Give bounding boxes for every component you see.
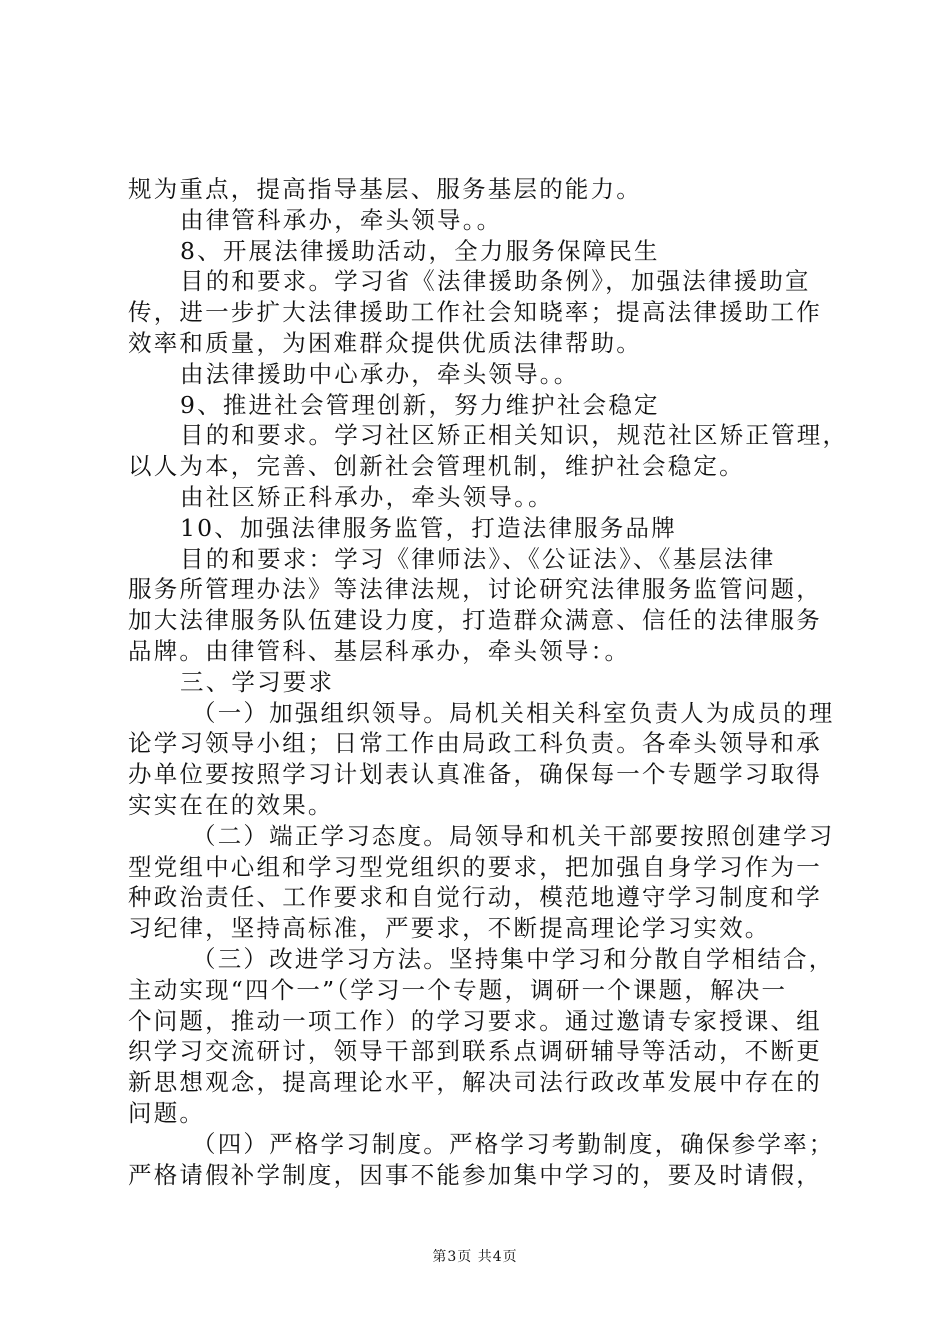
text-line: 严格请假补学制度，因事不能参加集中学习的，要及时请假，: [128, 1160, 822, 1189]
text-line: 主动实现“四个一”（学习一个专题，调研一个课题，解决一: [128, 975, 788, 1004]
text-line: 由律管科承办，牵头领导。。: [180, 205, 503, 234]
text-line: 办单位要按照学习计划表认真准备，确保每一个专题学习取得: [128, 760, 822, 789]
text-line: （一）加强组织领导。局机关相关科室负责人为成员的理: [192, 698, 835, 727]
text-line: 由法律援助中心承办，牵头领导。。: [180, 359, 580, 388]
text-line: 8、开展法律援助活动，全力服务保障民生: [180, 236, 660, 265]
text-line: （二）端正学习态度。局领导和机关干部要按照创建学习: [192, 821, 835, 850]
text-line: 9、推进社会管理创新，努力维护社会稳定: [180, 390, 660, 419]
text-line: 三、学习要求: [180, 667, 335, 696]
text-line: 论学习领导小组；日常工作由局政工科负责。各牵头领导和承: [128, 729, 822, 758]
text-line: 种政治责任、工作要求和自觉行动，模范地遵守学习制度和学: [128, 883, 822, 912]
text-line: 目的和要求。学习省《法律援助条例》，加强法律援助宣: [180, 267, 811, 296]
text-line: 效率和质量，为困难群众提供优质法律帮助。: [128, 328, 642, 357]
text-line: （三）改进学习方法。坚持集中学习和分散自学相结合，: [192, 944, 835, 973]
text-line: 由社区矫正科承办，牵头领导。。: [180, 482, 554, 511]
text-line: 习纪律，坚持高标准，严要求，不断提高理论学习实效。: [128, 914, 771, 943]
text-line: 问题。: [128, 1098, 206, 1127]
text-line: 新思想观念，提高理论水平，解决司法行政改革发展中存在的: [128, 1068, 822, 1097]
document-body: [128, 174, 849, 1190]
text-line: 10、加强法律服务监管，打造法律服务品牌: [180, 513, 677, 542]
text-line: 目的和要求。学习社区矫正相关知识，规范社区矫正管理，: [180, 421, 849, 450]
text-line: 规为重点，提高指导基层、服务基层的能力。: [128, 175, 642, 203]
page-footer: 第3页 共4页: [432, 1249, 518, 1265]
text-line: 目的和要求：学习《律师法》、《公证法》、《基层法律: [180, 544, 776, 573]
text-line: 织学习交流研讨，领导干部到联系点调研辅导等活动，不断更: [128, 1037, 822, 1066]
text-line: 实实在在的效果。: [128, 790, 334, 819]
text-line: （四）严格学习制度。严格学习考勤制度，确保参学率；: [192, 1129, 835, 1158]
text-line: 型党组中心组和学习型党组织的要求，把加强自身学习作为一: [128, 852, 822, 881]
text-line: 以人为本，完善、创新社会管理机制，维护社会稳定。: [128, 452, 745, 481]
text-line: 个问题，推动一项工作）的学习要求。通过邀请专家授课、组: [128, 1006, 822, 1035]
text-line: 品牌。由律管科、基层科承办，牵头领导：。: [128, 636, 631, 665]
text-line: 传，进一步扩大法律援助工作社会知晓率；提高法律援助工作: [128, 298, 822, 327]
text-line: 加大法律服务队伍建设力度，打造群众满意、信任的法律服务: [128, 606, 822, 635]
text-line: 服务所管理办法》等法律法规，讨论研究法律服务监管问题，: [128, 575, 822, 604]
